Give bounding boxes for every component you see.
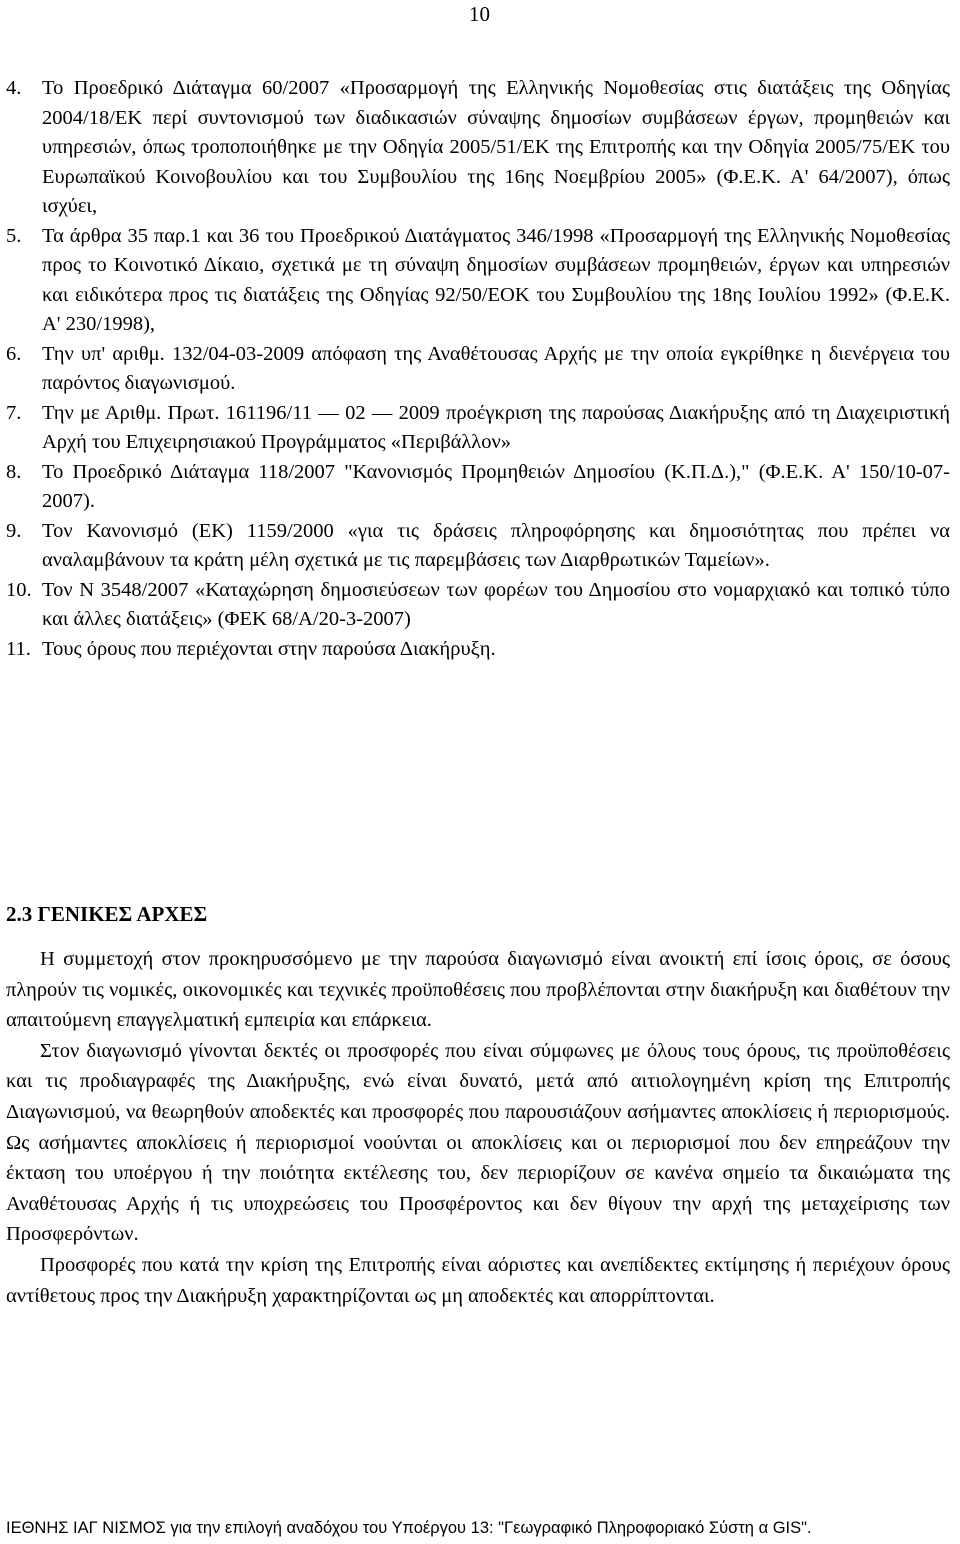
- paragraph: Στον διαγωνισμό γίνονται δεκτές οι προσφορές που είναι σύμφωνες με όλους τους όρους, τις προϋποθέσεις και τις προδιαγραφές της Διακήρυξης, ενώ είναι δυνατό, μετά από αιτιολογημένη κρίση της Επιτροπής Διαγωνισμού, να θεωρηθούν αποδεκτές και προσφορές που παρουσιάζουν ασήμαντες αποκλίσεις ή περιορισμούς. Ως ασήμαντες αποκλίσεις ή περιορισμοί νοούνται οι αποκλίσεις και οι περιορισμοί που δεν επηρεάζουν την έκταση του υποέργου ή την ποιότητα εκτέλεσης του, δεν περιορίζουν σε κανένα σημείο τα δικαιώματα της Αναθέτουσας Αρχής ή τις υποχρεώσεις του Προσφέροντος και δεν θίγουν την αρχή της μεταχείρισης των Προσφερόντων.: [6, 1039, 950, 1246]
- list-item-text: Την υπ' αριθμ. 132/04-03-2009 απόφαση της Αναθέτουσας Αρχής με την οποία εγκρίθηκε η διενέργεια του παρόντος διαγωνισμού.: [42, 342, 950, 394]
- list-item-number: 8.: [6, 460, 22, 483]
- paragraph: Προσφορές που κατά την κρίση της Επιτροπής είναι αόριστες και ανεπίδεκτες εκτίμησης ή περιέχουν όρους αντίθετους προς την Διακήρυξη χαρακτηρίζονται ως μη αποδεκτές και απορρίπτονται.: [6, 1253, 950, 1307]
- list-item-number: 10.: [6, 578, 32, 601]
- section-heading: 2.3 ΓΕΝΙΚΕΣ ΑΡΧΕΣ: [6, 902, 208, 926]
- page-number: 10: [469, 2, 490, 26]
- list-item-text: Την με Αριθμ. Πρωτ. 161196/11 — 02 — 2009 προέγκριση της παρούσας Διακήρυξης από τη Διαχειριστική Αρχή του Επιχειρησιακού Προγράμματος «Περιβάλλον»: [42, 401, 950, 453]
- list-item: [6, 340, 950, 399]
- list-item: [6, 635, 950, 665]
- list-item: [6, 458, 950, 517]
- list-item-number: 7.: [6, 401, 22, 424]
- list-item: [6, 74, 950, 222]
- list-item-text: Τους όρους που περιέχονται στην παρούσα Διακήρυξη.: [42, 637, 496, 660]
- list-item-number: 4.: [6, 77, 22, 99]
- list-item-number: 9.: [6, 519, 22, 542]
- list-item: [6, 517, 950, 576]
- list-item-number: 6.: [6, 342, 22, 365]
- list-item-text: Τον Ν 3548/2007 «Καταχώρηση δημοσιεύσεων των φορέων του Δημοσίου στο νομαρχιακό και τοπικό τύπο και άλλες διατάξεις» (ΦΕΚ 68/Α/20-3-2007): [42, 578, 950, 630]
- list-item: [6, 576, 950, 635]
- list-item-text: Τα άρθρα 35 παρ.1 και 36 του Προεδρικού Διατάγματος 346/1998 «Προσαρμογή της Ελληνικής Νομοθεσίας προς το Κοινοτικό Δίκαιο, σχετικά με τη σύναψη δημοσίων συμβάσεων προμηθειών, έργων και υπηρεσιών και ειδικότερα προς τις διατάξεις της Οδηγίας 92/50/ΕΟΚ του Συμβουλίου της 18ης Ιουλίου 1992» (Φ.Ε.Κ. Α' 230/1998),: [42, 224, 950, 335]
- legal-basis-list: [6, 74, 950, 664]
- list-item: [6, 399, 950, 458]
- page-footer: ΙΕΘΝΗΣ ΙΑΓ ΝΙΣΜΟΣ για την επιλογή αναδόχου του Υποέργου 13: "Γεωγραφικό Πληροφοριακό Σύστη α GIS".: [6, 1519, 812, 1537]
- list-item-text: Τον Κανονισμό (ΕΚ) 1159/2000 «για τις δράσεις πληροφόρησης και δημοσιότητας που πρέπει να αναλαμβάνουν τα κράτη μέλη σχετικά με τις παρεμβάσεις των Διαρθρωτικών Ταμείων».: [42, 519, 950, 571]
- list-item-number: 11.: [6, 637, 31, 660]
- section-body: [6, 944, 950, 1311]
- paragraph: Η συμμετοχή στον προκηρυσσόμενο με την παρούσα διαγωνισμό είναι ανοικτή επί ίσοις όροις, σε όσους πληρούν τις νομικές, οικονομικές και τεχνικές προϋποθέσεις που προβλέπονται στην διακήρυξη και διαθέτουν την απαιτούμενη επαγγελματική εμπειρία και επάρκεια.: [6, 948, 950, 1032]
- list-item-text: Το Προεδρικό Διάταγμα 118/2007 "Κανονισμός Προμηθειών Δημοσίου (Κ.Π.Δ.)," (Φ.Ε.Κ. Α' 150/10-07-2007).: [42, 460, 950, 512]
- list-item-number: 5.: [6, 224, 22, 247]
- list-item: [6, 222, 950, 340]
- list-item-text: Το Προεδρικό Διάταγμα 60/2007 «Προσαρμογή της Ελληνικής Νομοθεσίας στις διατάξεις της Οδηγίας 2004/18/ΕΚ περί συντονισμού των διαδικασιών σύναψης δημοσίων συμβάσεων έργων, προμηθειών και υπηρεσιών, όπως τροποποιήθηκε με την Οδηγία 2005/51/ΕΚ της Επιτροπής και την Οδηγία 2005/75/ΕΚ του Ευρωπαϊκού Κοινοβουλίου και του Συμβουλίου της 16ης Νοεμβρίου 2005» (Φ.Ε.Κ. Α' 64/2007), όπως ισχύει,: [42, 77, 950, 217]
